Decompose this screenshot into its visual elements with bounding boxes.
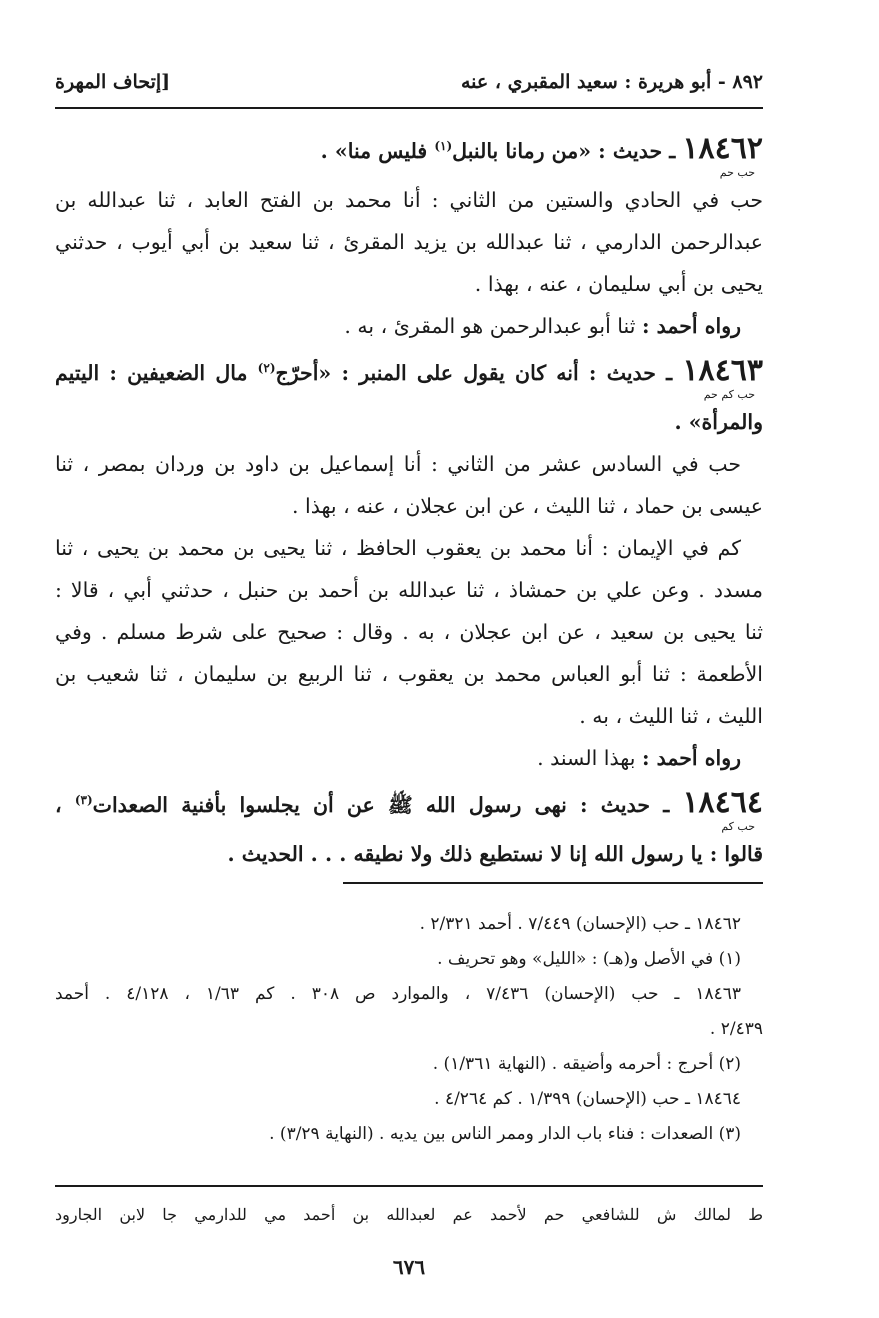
running-title: ٨٩٢ - أبو هريرة : سعيد المقبري ، عنه [461, 71, 763, 93]
rawah-line: رواه أحمد : بهذا السند . [537, 746, 741, 770]
footnote-line: (٢) أحرج : أحرمه وأضيقه . (النهاية ١/٣٦١) . [432, 1054, 741, 1074]
hadith-number: ١٨٤٦٢ [682, 130, 763, 166]
hadith-18463-heading: ١٨٤٦٣ ـ حديث : أنه كان يقول على المنبر : «أحرّج$^{(٢)}$ مال الضعيفين : اليتيم [55, 352, 763, 388]
source-symbols: حب حم [719, 166, 755, 179]
text-line: مسدد . وعن علي بن حمشاذ ، ثنا عبدالله بن أحمد بن حنبل ، حدثني أبي ، قالا : [55, 578, 763, 602]
text-line: الليث ، ثنا الليث ، به . [579, 704, 763, 728]
text-line: كم في الإيمان : أنا محمد بن يعقوب الحافظ ، ثنا يحيى بن محمد بن يحيى ، ثنا [55, 536, 741, 560]
hadith-heading-cont: والمرأة» . [674, 410, 763, 434]
footnote-line: ١٨٤٦٣ ـ حب (الإحسان) ٧/٤٣٦ ، والموارد ص ٣٠٨ . كم ١/٦٣ ، ٤/١٢٨ . أحمد [55, 984, 742, 1004]
text-line: ثنا يحيى بن سعيد ، عن ابن عجلان ، به . وقال : صحيح على شرط مسلم . وفي [55, 620, 763, 644]
book-title: [إتحاف المهرة [55, 71, 171, 93]
footnote-line: (٣) الصعدات : فناء باب الدار وممر الناس بين يديه . (النهاية ٣/٢٩) . [269, 1124, 741, 1144]
hadith-heading-cont: قالوا : يا رسول الله إنا لا نستطيع ذلك ولا نطيقه . . . الحديث . [227, 842, 763, 866]
hadith-18462-heading: ١٨٤٦٢ ـ حديث : «من رمانا بالنبل$^{(١)}$ فليس منا» . [320, 130, 763, 166]
text-line: عبدالرحمن الدارمي ، ثنا عبدالله بن يزيد المقرئ ، ثنا سعيد بن أبي أيوب ، حدثني [55, 230, 763, 254]
text-line: حب في السادس عشر من الثاني : أنا إسماعيل بن داود بن وردان بمصر ، ثنا [55, 452, 741, 476]
rawah-line: رواه أحمد : ثنا أبو عبدالرحمن هو المقرئ ، به . [344, 314, 741, 338]
hadith-18464-heading: ١٨٤٦٤ ـ حديث : نهى رسول الله ﷺ عن أن يجلسوا بأفنية الصعدات$^{(٣)}$ ، [55, 784, 763, 820]
footnote-ref: (١) [434, 139, 453, 153]
text-line: يحيى بن أبي سليمان ، عنه ، بهذا . [474, 272, 763, 296]
footnote-line: (١) في الأصل و(هـ) : «الليل» وهو تحريف . [437, 949, 741, 969]
symbol-legend: ط لمالك ش للشافعي حم لأحمد عم لعبدالله بن أحمد مي للدارمي جا لابن الجارود [55, 1205, 763, 1224]
footnote-line: ١٨٤٦٤ ـ حب (الإحسان) ١/٣٩٩ . كم ٤/٢٦٤ . [434, 1089, 741, 1109]
footnote-line: ٢/٤٣٩ . [709, 1019, 763, 1039]
main-text [55, 125, 763, 875]
source-symbols: حب كم حم [703, 388, 755, 401]
hadith-number: ١٨٤٦٣ [682, 352, 763, 388]
footnote-ref: (٢) [257, 361, 276, 375]
footnote-line: ١٨٤٦٢ ـ حب (الإحسان) ٧/٤٤٩ . أحمد ٢/٣٢١ . [419, 914, 741, 934]
hadith-number: ١٨٤٦٤ [682, 784, 763, 820]
text-line: عيسى بن حماد ، ثنا الليث ، عن ابن عجلان ، عنه ، بهذا . [291, 494, 763, 518]
page-number: ٦٧٦ [392, 1255, 426, 1279]
page-header [55, 65, 763, 105]
footnote-ref: (٣) [74, 793, 93, 807]
footnote-rule [343, 882, 763, 884]
source-symbols: حب كم [721, 820, 755, 833]
legend-rule [55, 1185, 763, 1187]
text-line: الأطعمة : ثنا أبو العباس محمد بن يعقوب ، ثنا الربيع بن سليمان ، ثنا شعيب بن [55, 662, 763, 686]
text-line: حب في الحادي والستين من الثاني : أنا محمد بن الفتح العابد ، ثنا عبدالله بن [55, 188, 763, 212]
footnotes [55, 907, 763, 1152]
header-rule [55, 107, 763, 109]
